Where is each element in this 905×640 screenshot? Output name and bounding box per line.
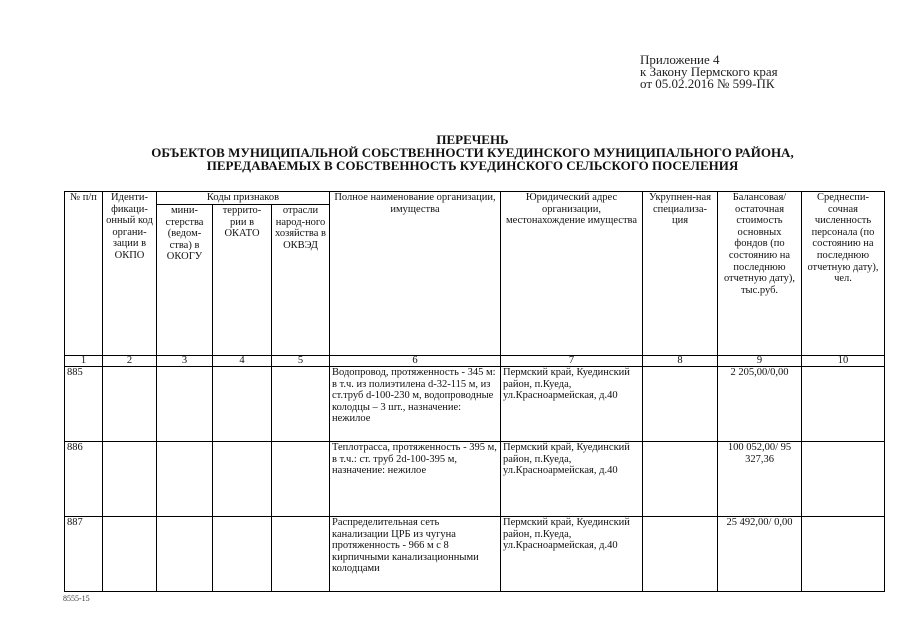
column-number: 1	[65, 356, 103, 367]
column-number: 7	[501, 356, 643, 367]
header-row-1	[65, 192, 885, 205]
header-okved: отрасли народ-ного хозяйства в ОКВЭД	[272, 205, 330, 356]
empty-cell	[103, 367, 157, 442]
title-line-3: ПЕРЕДАВАЕМЫХ В СОБСТВЕННОСТЬ КУЕДИНСКОГО СЕЛЬСКОГО ПОСЕЛЕНИЯ	[206, 158, 739, 173]
table-row	[65, 442, 885, 517]
header-number: № п/п	[65, 192, 103, 356]
empty-cell	[157, 442, 213, 517]
title-line-2: ОБЪЕКТОВ МУНИЦИПАЛЬНОЙ СОБСТВЕННОСТИ КУЕДИНСКОГО МУНИЦИПАЛЬНОГО РАЙОНА,	[151, 145, 794, 160]
property-address: Пермский край, Куединский район, п.Куеда, ул.Красноармейская, д.40	[501, 367, 643, 442]
header-codes-group: Коды признаков	[157, 192, 330, 205]
empty-cell	[802, 517, 885, 592]
header-staff: Среднеспи-сочная численность персонала (по состоянию на последнюю отчетную дату), чел.	[802, 192, 885, 356]
property-name: Распределительная сеть канализации ЦРБ из чугуна протяженность - 966 м с 8 кирпичными канализационными колодцами	[330, 517, 501, 592]
column-number: 4	[213, 356, 272, 367]
column-number: 9	[718, 356, 802, 367]
column-number-row	[65, 356, 885, 367]
empty-cell	[643, 367, 718, 442]
header-okogu: мини-стерства (ведом-ства) в ОКОГУ	[157, 205, 213, 356]
column-number: 2	[103, 356, 157, 367]
document-title	[60, 133, 885, 172]
empty-cell	[802, 442, 885, 517]
header-specialization: Укрупнен-ная специализа-ция	[643, 192, 718, 356]
row-number: 885	[65, 367, 103, 442]
table-row	[65, 517, 885, 592]
table-row	[65, 367, 885, 442]
property-table	[64, 191, 885, 592]
column-number: 5	[272, 356, 330, 367]
empty-cell	[643, 442, 718, 517]
annex-line-1: Приложение 4	[640, 52, 720, 67]
empty-cell	[213, 442, 272, 517]
row-number: 886	[65, 442, 103, 517]
empty-cell	[213, 367, 272, 442]
property-address: Пермский край, Куединский район, п.Куеда, ул.Красноармейская, д.40	[501, 442, 643, 517]
empty-cell	[272, 442, 330, 517]
empty-cell	[103, 517, 157, 592]
header-okato: террито-рии в ОКАТО	[213, 205, 272, 356]
column-number: 10	[802, 356, 885, 367]
title-line-1: ПЕРЕЧЕНЬ	[436, 132, 509, 147]
annex-reference	[640, 54, 778, 90]
column-number: 8	[643, 356, 718, 367]
property-value: 25 492,00/ 0,00	[718, 517, 802, 592]
empty-cell	[643, 517, 718, 592]
property-name: Водопровод, протяженность - 345 м: в т.ч. из полиэтилена d-32-115 м, из ст.труб d-100-230 м, водопроводные колодцы – 3 шт., назначение: нежилое	[330, 367, 501, 442]
empty-cell	[157, 517, 213, 592]
empty-cell	[272, 517, 330, 592]
annex-line-2: к Закону Пермского края	[640, 64, 778, 79]
empty-cell	[213, 517, 272, 592]
property-value: 2 205,00/0,00	[718, 367, 802, 442]
column-number: 6	[330, 356, 501, 367]
annex-line-3: от 05.02.2016 № 599-ПК	[640, 76, 775, 91]
header-address: Юридический адрес организации, местонахождение имущества	[501, 192, 643, 356]
property-address: Пермский край, Куединский район, п.Куеда, ул.Красноармейская, д.40	[501, 517, 643, 592]
row-number: 887	[65, 517, 103, 592]
header-value: Балансовая/ остаточная стоимость основных фондов (по состоянию на последнюю отчетную дату), тыс.руб.	[718, 192, 802, 356]
empty-cell	[103, 442, 157, 517]
empty-cell	[272, 367, 330, 442]
empty-cell	[802, 367, 885, 442]
header-okpo: Иденти-фикаци-онный код органи-зации в ОКПО	[103, 192, 157, 356]
footer-code: 8555-15	[63, 594, 90, 603]
property-value: 100 052,00/ 95 327,36	[718, 442, 802, 517]
header-name: Полное наименование организации, имущества	[330, 192, 501, 356]
property-name: Теплотрасса, протяженность - 395 м, в т.ч.: ст. труб 2d-100-395 м, назначение: нежилое	[330, 442, 501, 517]
empty-cell	[157, 367, 213, 442]
column-number: 3	[157, 356, 213, 367]
